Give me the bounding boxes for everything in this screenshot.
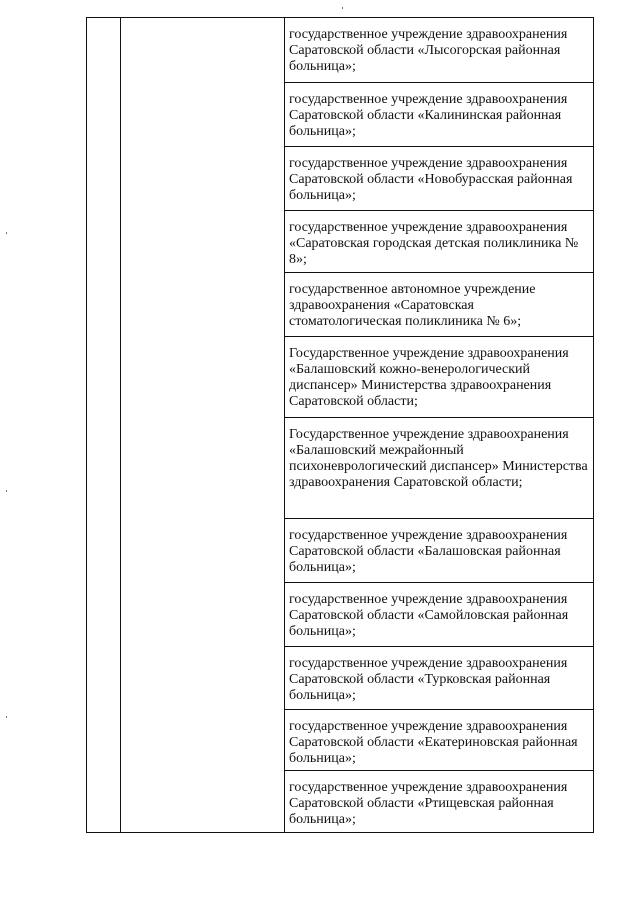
institution-name: государственное автономное учреждение здравоохранения «Саратовская стоматологическая поликлиника № 6»; [289,282,536,329]
institution-name: государственное учреждение здравоохранения Саратовской области «Екатериновская районная больница»; [289,719,578,766]
number-column [87,18,121,833]
institution-name: Государственное учреждение здравоохранения «Балашовский межрайонный психоневрологический диспансер» Министерства здравоохранения Саратовской области; [289,427,588,490]
institution-cell [285,18,594,83]
institution-name: государственное учреждение здравоохранения Саратовской области «Ртищевская районная больница»; [289,780,568,827]
institution-cell [285,710,594,771]
institution-name: государственное учреждение здравоохранения Саратовской области «Новобурасская районная больница»; [289,156,573,203]
institution-cell [285,418,594,519]
institution-cell [285,337,594,418]
institution-name: государственное учреждение здравоохранения Саратовской области «Самойловская районная больница»; [289,592,569,639]
table-row [87,18,594,83]
institution-cell [285,583,594,647]
institution-cell [285,147,594,211]
institution-name: государственное учреждение здравоохранения Саратовской области «Балашовская районная больница»; [289,528,568,575]
margin-mark [6,716,7,718]
margin-mark [6,490,7,492]
institution-cell [285,647,594,710]
institution-cell [285,83,594,147]
institution-cell [285,273,594,337]
category-column [121,18,285,833]
institution-name: государственное учреждение здравоохранения Саратовской области «Турковская районная больница»; [289,656,568,703]
institution-name: государственное учреждение здравоохранения «Саратовская городская детская поликлиника № 8»; [289,220,579,267]
institution-cell [285,211,594,273]
margin-mark [6,232,7,234]
institution-name: Государственное учреждение здравоохранения «Балашовский кожно-венерологический диспансер» Министерства здравоохранения Саратовской области; [289,346,569,409]
margin-mark [342,7,343,9]
institution-cell [285,771,594,833]
institution-name: государственное учреждение здравоохранения Саратовской области «Калининская районная больница»; [289,92,568,139]
institutions-table [86,17,594,833]
institution-cell [285,519,594,583]
institution-name: государственное учреждение здравоохранения Саратовской области «Лысогорская районная больница»; [289,27,568,74]
